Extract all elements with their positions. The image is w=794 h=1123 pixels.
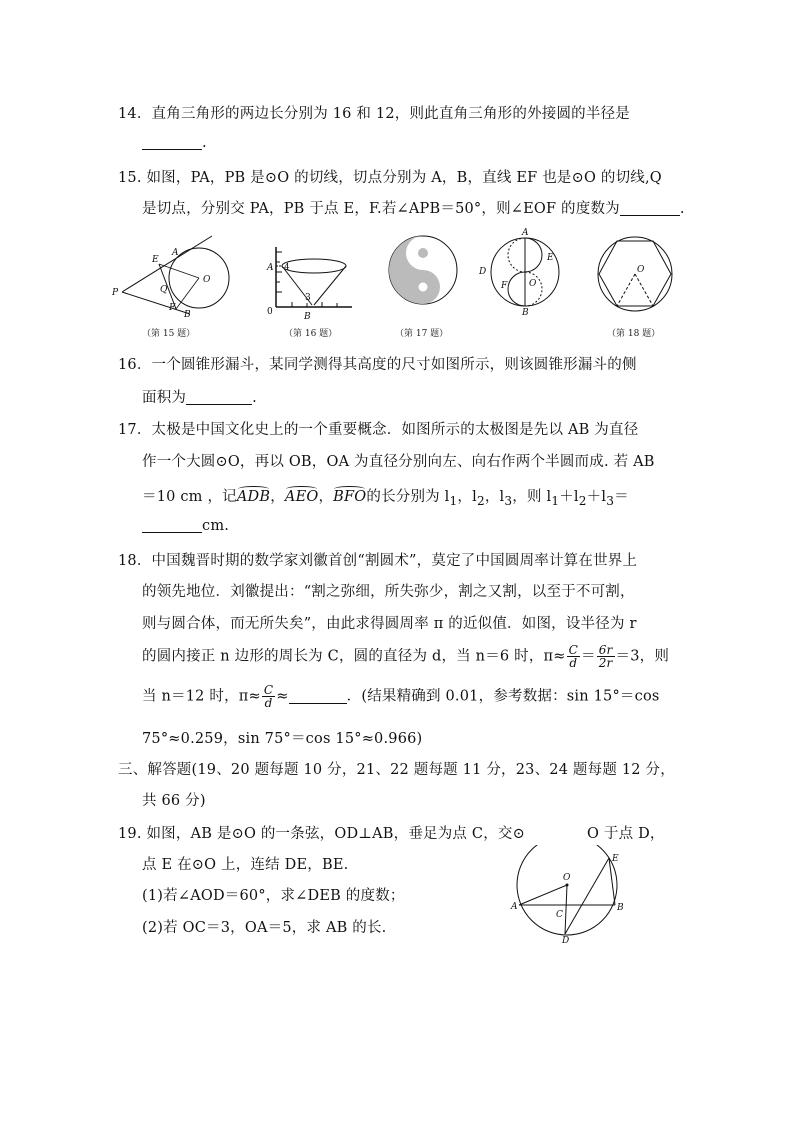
arc-adb: ADB: [236, 489, 271, 505]
q18-line-6: 75°≈0.259，sin 75°＝cos 15°≈0.966): [142, 731, 423, 747]
figure-15: [112, 236, 229, 339]
label-O: O: [637, 265, 645, 275]
sub: 2: [476, 493, 485, 508]
sub: 1: [551, 493, 560, 508]
q18-line-1: 18．中国魏晋时期的数学家刘徽首创“割圆术”，莫定了中国圆周率计算在世界上: [118, 553, 638, 569]
label-D: D: [479, 267, 487, 277]
numerator: C: [263, 683, 274, 697]
q17-line-4: [142, 518, 229, 534]
figure-18: [598, 237, 672, 339]
q16-line-1: 16．一个圆锥形漏斗，某同学测得其高度的尺寸如图所示，则该圆锥形漏斗的侧: [118, 357, 637, 373]
label-B: B: [617, 903, 624, 913]
q18-line-5: [142, 684, 660, 709]
denominator: d: [264, 696, 273, 710]
caption-16: （第 16 题）: [284, 329, 338, 339]
fraction-c-over-d: [262, 684, 275, 709]
label-A: A: [267, 263, 274, 273]
arc-aeo: AEO: [284, 489, 319, 505]
period: .: [252, 390, 257, 406]
q17-text-d: ，l: [484, 489, 505, 505]
q18-text-a: 的圆内接正 n 边形的周长为 C，圆的直径为 d，当 n＝6 时，π≈: [142, 648, 566, 665]
q18-line-4: [142, 644, 669, 669]
answer-blank: [186, 403, 252, 405]
answer-blank: [620, 214, 680, 216]
figure-17-diagram: [478, 228, 559, 318]
q18-text-b: ＝3，则: [615, 648, 670, 665]
numerator: 6r: [598, 643, 613, 657]
label-P: P: [112, 288, 119, 298]
q15-line-2: [142, 197, 685, 218]
fraction-c-over-d: [567, 644, 580, 669]
label-A: A: [172, 248, 179, 258]
q17-text-g: ＋l: [586, 489, 607, 505]
arc-bfo: BFO: [333, 489, 367, 505]
figure-19: [505, 845, 635, 945]
section-3-line-2: 共 66 分): [142, 793, 206, 809]
caption-18: （第 18 题）: [607, 329, 661, 339]
caption-15: （第 15 题）: [142, 329, 196, 339]
label-O: O: [203, 275, 211, 285]
period: .: [679, 201, 685, 217]
q17-line-1: 17．太极是中国文化史上的一个重要概念．如图所示的太极图是先以 AB 为直径: [118, 422, 639, 438]
sub: 2: [578, 493, 587, 508]
q17-text-b: 的长分别为 l: [366, 489, 450, 505]
figure-16: [266, 247, 352, 339]
q16-text: 面积为: [142, 390, 187, 406]
answer-blank: [142, 148, 202, 150]
q17-text-a: ＝10 cm ，记: [142, 489, 237, 505]
q18-line-2: 的领先地位．刘徽提出：“割之弥细，所失弥少，割之又割，以至于不可割，: [142, 584, 635, 600]
q19-text-b: O 于点 D，: [586, 826, 665, 842]
q16-line-2: [142, 386, 257, 407]
q15-text: 是切点，分别交 PA，PB 于点 E，F.若∠APB＝50°，则∠EOF 的度数为: [142, 201, 620, 217]
numerator: C: [568, 643, 579, 657]
q15-line-1: 15. 如图，PA，PB 是⊙O 的切线，切点分别为 A，B，直线 EF 也是⊙O 的切线,Q: [118, 170, 662, 186]
label-B: B: [304, 312, 311, 322]
unit: cm.: [202, 518, 230, 534]
label-O: O: [563, 873, 571, 883]
label-F: F: [501, 281, 508, 291]
q19-line-1: [118, 822, 665, 843]
label-E: E: [152, 255, 159, 265]
q19-text-a: 19. 如图，AB 是⊙O 的一条弦，OD⊥AB，垂足为点 C，交⊙: [118, 826, 525, 842]
label-0: 0: [267, 307, 273, 317]
q17-line-3: ＝10 cm ，记ADB，AEO，BFO的长分别为 $l_1$，$l_2$，$l_3$，则 $l_1+l_2+l_3=$: [142, 489, 629, 508]
q19-line-3: (1)若∠AOD＝60°，求∠DEB 的度数；: [142, 888, 405, 904]
label-E: E: [547, 253, 554, 263]
sub: 1: [449, 493, 458, 508]
period: .: [202, 135, 207, 151]
approx: ≈: [276, 688, 289, 705]
q17-text-h: ＝: [614, 489, 629, 505]
label-O: O: [529, 279, 537, 289]
figure-17: [389, 236, 457, 339]
denominator: d: [569, 656, 578, 670]
label-A: A: [511, 902, 518, 912]
q18-text-c: 当 n＝12 时，π≈: [142, 688, 261, 705]
label-B: B: [522, 308, 529, 318]
q18-line-3: 则与圆合体，而无所失矣”，由此求得圆周率 π 的近似值．如图，设半径为 r: [142, 616, 637, 632]
q18-text-d: ．(结果精确到 0.01，参考数据：sin 15°＝cos: [346, 688, 660, 705]
q19-line-2: 点 E 在⊙O 上，连结 DE，BE.: [142, 857, 349, 873]
label-C: C: [556, 910, 563, 920]
q19-line-4: (2)若 OC＝3，OA＝5，求 AB 的长.: [142, 920, 387, 936]
denominator: 2r: [598, 656, 613, 670]
q14-line-2: [142, 135, 207, 151]
section-3-line-1: 三、解答题(19、20 题每题 10 分，21、22 题每题 11 分，23、24 题每题 12 分，: [118, 762, 675, 778]
sub: 3: [606, 493, 615, 508]
q17-text-f: ＋l: [559, 489, 579, 505]
label-3: 3: [305, 293, 311, 303]
q17-line-2: 作一个大圆⊙O，再以 OB，OA 为直径分别向左、向右作两个半圆而成. 若 AB: [142, 454, 655, 470]
label-F: F: [169, 303, 176, 313]
equals: ＝: [581, 648, 596, 665]
answer-blank: [142, 531, 202, 533]
answer-blank: [289, 702, 347, 704]
label-A: A: [522, 228, 529, 238]
label-E: E: [612, 854, 619, 864]
q14-line-1: 14．直角三角形的两边长分别为 16 和 12，则此直角三角形的外接圆的半径是: [118, 106, 630, 122]
caption-17: （第 17 题）: [395, 329, 449, 339]
fraction-6r-over-2r: [597, 644, 615, 669]
label-Q: Q: [160, 285, 168, 295]
q17-text-c: ，l: [457, 489, 477, 505]
label-B: B: [184, 310, 191, 320]
sub: 3: [504, 493, 513, 508]
label-D: D: [562, 936, 570, 945]
figure-row: [112, 222, 702, 344]
label-4: 4: [284, 263, 290, 273]
q17-text-e: ，则 l: [512, 489, 552, 505]
